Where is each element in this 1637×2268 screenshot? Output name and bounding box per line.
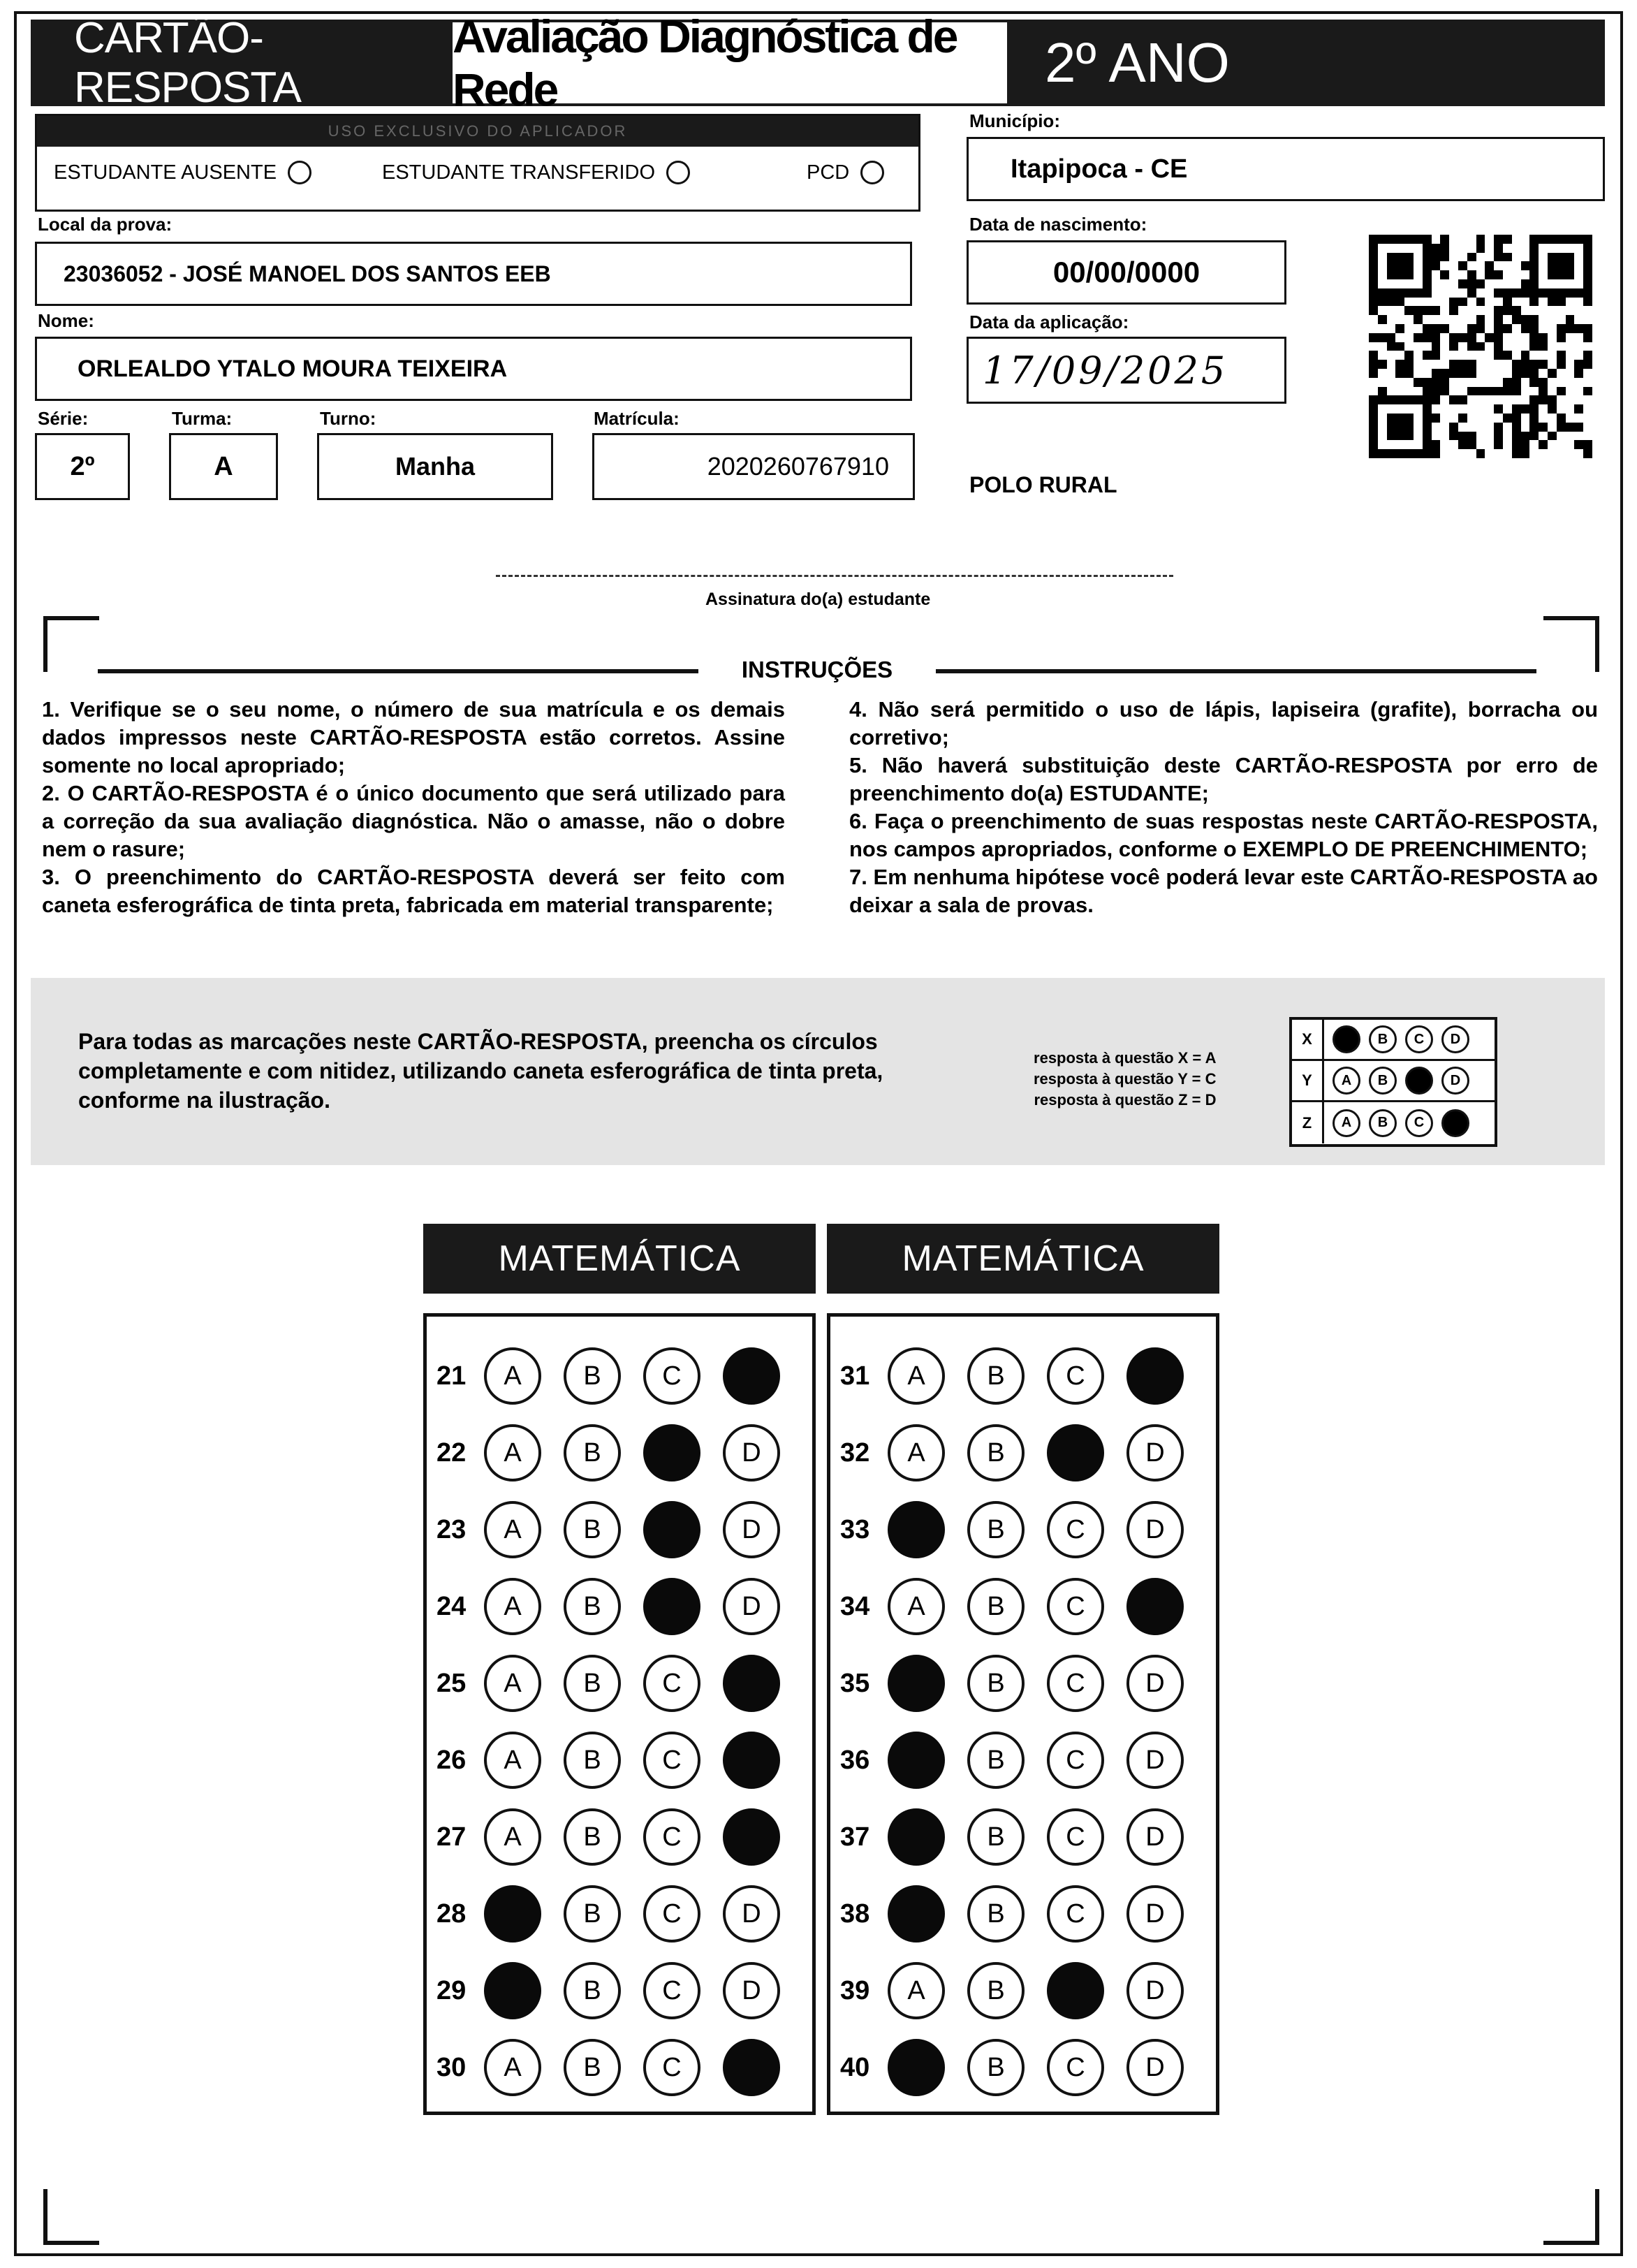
- status-box: [35, 114, 920, 212]
- answer-bubble-a[interactable]: [888, 2039, 945, 2096]
- answer-bubble-d[interactable]: [1126, 1578, 1184, 1635]
- answer-bubble-b[interactable]: B: [967, 1962, 1025, 2019]
- subject-header-1: MATEMÁTICA: [423, 1224, 816, 1294]
- answer-bubble-b[interactable]: B: [564, 1962, 621, 2019]
- answer-bubble-b[interactable]: B: [967, 1732, 1025, 1789]
- question-number: 40: [840, 2052, 870, 2082]
- answer-bubble-d[interactable]: [1126, 1347, 1184, 1405]
- aplicacao-label: Data da aplicação:: [969, 312, 1129, 332]
- answer-bubble-a[interactable]: [888, 1885, 945, 1943]
- example-row: [1292, 1061, 1495, 1102]
- answer-bubble-b[interactable]: B: [967, 1808, 1025, 1866]
- instruction-item: 6. Faça o preenchimento de suas respostas neste CARTÃO-RESPOSTA, nos campos apropriados, conforme o EXEMPLO DE PREENCHIMENTO;: [849, 809, 1598, 861]
- polo-label: POLO RURAL: [969, 472, 1117, 497]
- answer-bubble-d[interactable]: D: [1126, 1655, 1184, 1712]
- example-bubble: D: [1441, 1109, 1469, 1137]
- turma-field: A: [169, 433, 278, 500]
- answer-bubble-a[interactable]: A: [484, 1808, 541, 1866]
- answer-bubble-c[interactable]: [643, 1424, 700, 1481]
- answer-bubble-a[interactable]: A: [484, 1347, 541, 1405]
- answer-grid-2: [827, 1313, 1219, 2115]
- serie-label: Série:: [38, 408, 89, 429]
- status-bar: USO EXCLUSIVO DO APLICADOR: [37, 116, 918, 147]
- answer-bubble-d[interactable]: D: [1126, 1885, 1184, 1943]
- answer-bubble-a[interactable]: A: [484, 2039, 541, 2096]
- answer-bubble-d[interactable]: D: [1126, 1424, 1184, 1481]
- answer-bubble-c[interactable]: C: [1047, 1578, 1104, 1635]
- question-row: [436, 1498, 802, 1561]
- question-number: 32: [840, 1437, 870, 1468]
- question-row: [436, 1959, 802, 2022]
- answer-bubble-b[interactable]: B: [967, 2039, 1025, 2096]
- header-title: CARTÃO-RESPOSTA: [74, 14, 302, 112]
- question-number: 21: [436, 1361, 467, 1391]
- question-row: [436, 1806, 802, 1868]
- example-row: [1292, 1102, 1495, 1143]
- example-legend-item: resposta à questão Y = C: [1034, 1070, 1217, 1088]
- example-bubble: C: [1405, 1067, 1433, 1095]
- answer-bubble-d[interactable]: D: [1126, 2039, 1184, 2096]
- question-row: [840, 1729, 1206, 1792]
- answer-bubble-b[interactable]: B: [967, 1578, 1025, 1635]
- answer-bubble-a[interactable]: A: [484, 1501, 541, 1558]
- question-number: 26: [436, 1745, 467, 1775]
- absent-label: ESTUDANTE AUSENTE: [54, 161, 277, 184]
- answer-bubble-c[interactable]: C: [1047, 1347, 1104, 1405]
- nascimento-field: 00/00/0000: [967, 240, 1286, 305]
- example-legend-item: resposta à questão X = A: [1034, 1049, 1217, 1067]
- signature-line[interactable]: [496, 575, 1173, 577]
- turma-label: Turma:: [172, 408, 233, 429]
- answer-bubble-a[interactable]: A: [888, 1347, 945, 1405]
- question-row: [840, 1345, 1206, 1407]
- question-row: [436, 1652, 802, 1715]
- question-number: 22: [436, 1437, 467, 1468]
- example-bubble: B: [1369, 1025, 1397, 1053]
- answer-bubble-a[interactable]: A: [888, 1424, 945, 1481]
- pcd-label: PCD: [807, 161, 850, 184]
- instruction-item: 2. O CARTÃO-RESPOSTA é o único documento que será utilizado para a correção da sua avaliação diagnóstica. Não o amasse, não o dobre nem o rasure;: [42, 781, 785, 861]
- answer-bubble-d[interactable]: [723, 1808, 780, 1866]
- answer-bubble-a[interactable]: [888, 1501, 945, 1558]
- transferred-label: ESTUDANTE TRANSFERIDO: [382, 161, 656, 184]
- instruction-item: 5. Não haverá substituição deste CARTÃO-RESPOSTA por erro de preenchimento do(a) ESTUDANTE;: [849, 753, 1598, 805]
- example-text: Para todas as marcações neste CARTÃO-RESPOSTA, preencha os círculos completamente e com nitidez, utilizando caneta esferográfica de tinta preta, conforme na ilustração.: [78, 1029, 883, 1113]
- pcd-bubble[interactable]: [860, 161, 884, 184]
- answer-bubble-d[interactable]: [723, 1655, 780, 1712]
- answer-bubble-b[interactable]: B: [564, 1885, 621, 1943]
- answer-bubble-a[interactable]: [888, 1732, 945, 1789]
- answer-bubble-b[interactable]: B: [967, 1347, 1025, 1405]
- answer-bubble-c[interactable]: C: [1047, 2039, 1104, 2096]
- corner-mark-bottom-left: [43, 2189, 99, 2245]
- answer-bubble-b[interactable]: B: [967, 1655, 1025, 1712]
- question-number: 29: [436, 1975, 467, 2005]
- question-number: 31: [840, 1361, 870, 1391]
- answer-bubble-c[interactable]: C: [643, 1962, 700, 2019]
- answer-bubble-c[interactable]: C: [1047, 1885, 1104, 1943]
- answer-bubble-a[interactable]: [888, 1808, 945, 1866]
- answer-bubble-b[interactable]: B: [967, 1501, 1025, 1558]
- question-number: 30: [436, 2052, 467, 2082]
- signature-label: Assinatura do(a) estudante: [705, 590, 931, 609]
- answer-bubble-b[interactable]: B: [967, 1424, 1025, 1481]
- example-bubble: A: [1333, 1109, 1360, 1137]
- answer-grid-1: [423, 1313, 816, 2115]
- exam-title: Avaliação Diagnóstica de Rede: [450, 20, 1010, 106]
- example-bubble: D: [1441, 1025, 1469, 1053]
- subject-header-2: MATEMÁTICA: [827, 1224, 1219, 1294]
- answer-bubble-c[interactable]: [1047, 1962, 1104, 2019]
- question-number: 23: [436, 1514, 467, 1544]
- example-bubble: B: [1369, 1067, 1397, 1095]
- answer-bubble-d[interactable]: D: [1126, 1501, 1184, 1558]
- answer-bubble-d[interactable]: D: [723, 1501, 780, 1558]
- answer-bubble-a[interactable]: A: [484, 1578, 541, 1635]
- question-number: 27: [436, 1822, 467, 1852]
- answer-bubble-d[interactable]: [723, 2039, 780, 2096]
- question-number: 34: [840, 1591, 870, 1621]
- answer-bubble-b[interactable]: B: [967, 1885, 1025, 1943]
- answer-bubble-a[interactable]: A: [484, 1732, 541, 1789]
- corner-mark-top-left: [43, 616, 99, 672]
- qr-code: [1369, 235, 1592, 458]
- answer-bubble-d[interactable]: D: [723, 1578, 780, 1635]
- question-number: 36: [840, 1745, 870, 1775]
- serie-field: 2º: [35, 433, 130, 500]
- turno-label: Turno:: [320, 408, 376, 429]
- answer-bubble-c[interactable]: [643, 1578, 700, 1635]
- answer-bubble-a[interactable]: [888, 1655, 945, 1712]
- answer-bubble-d[interactable]: [723, 1732, 780, 1789]
- aplicacao-field: 17/09/2025: [967, 337, 1286, 404]
- corner-mark-top-right: [1543, 616, 1599, 672]
- transferred-bubble[interactable]: [666, 161, 690, 184]
- answer-bubble-b[interactable]: B: [564, 1501, 621, 1558]
- question-row: [840, 1421, 1206, 1484]
- answer-bubble-d[interactable]: D: [1126, 1808, 1184, 1866]
- example-legend: [1034, 1048, 1216, 1111]
- answer-bubble-d[interactable]: D: [1126, 1962, 1184, 2019]
- answer-bubble-d[interactable]: D: [1126, 1732, 1184, 1789]
- question-row: [436, 1882, 802, 1945]
- example-bubble: C: [1405, 1109, 1433, 1137]
- question-number: 24: [436, 1591, 467, 1621]
- answer-bubble-c[interactable]: C: [643, 2039, 700, 2096]
- answer-bubble-b[interactable]: B: [564, 1655, 621, 1712]
- answer-bubble-b[interactable]: B: [564, 1732, 621, 1789]
- question-row: [436, 1421, 802, 1484]
- example-row-key: X: [1292, 1020, 1324, 1059]
- nome-field: ORLEALDO YTALO MOURA TEIXEIRA: [35, 337, 912, 401]
- answer-bubble-c[interactable]: C: [1047, 1501, 1104, 1558]
- answer-bubble-d[interactable]: [723, 1347, 780, 1405]
- pcd-option[interactable]: [807, 161, 884, 184]
- instructions-title: INSTRUÇÕES: [698, 657, 936, 683]
- answer-bubble-c[interactable]: [1047, 1424, 1104, 1481]
- grade-label: 2º ANO: [1045, 31, 1230, 94]
- question-row: [840, 1652, 1206, 1715]
- instruction-item: 3. O preenchimento do CARTÃO-RESPOSTA deverá ser feito com caneta esferográfica de tinta preta, fabricada em material transparente;: [42, 865, 785, 917]
- municipio-field: Itapipoca - CE: [967, 137, 1605, 201]
- answer-bubble-c[interactable]: C: [1047, 1732, 1104, 1789]
- municipio-label: Município:: [969, 110, 1060, 131]
- local-field: 23036052 - JOSÉ MANOEL DOS SANTOS EEB: [35, 242, 912, 306]
- instructions-right-column: [849, 696, 1598, 919]
- example-row-key: Y: [1292, 1061, 1324, 1100]
- answer-bubble-d[interactable]: D: [723, 1885, 780, 1943]
- example-bubble: D: [1441, 1067, 1469, 1095]
- instruction-item: 7. Em nenhuma hipótese você poderá levar este CARTÃO-RESPOSTA ao deixar a sala de provas.: [849, 865, 1598, 917]
- answer-bubble-b[interactable]: B: [564, 2039, 621, 2096]
- question-number: 38: [840, 1898, 870, 1929]
- answer-bubble-a[interactable]: A: [888, 1962, 945, 2019]
- instruction-item: 1. Verifique se o seu nome, o número de sua matrícula e os demais dados impressos neste CARTÃO-RESPOSTA estão corretos. Assine somente no local apropriado;: [42, 697, 785, 777]
- answer-bubble-c[interactable]: C: [643, 1808, 700, 1866]
- question-row: [436, 2036, 802, 2099]
- local-label: Local da prova:: [38, 214, 172, 235]
- answer-bubble-b[interactable]: B: [564, 1578, 621, 1635]
- question-row: [840, 1498, 1206, 1561]
- example-row-key: Z: [1292, 1102, 1324, 1143]
- answer-bubble-c[interactable]: C: [643, 1347, 700, 1405]
- question-number: 28: [436, 1898, 467, 1929]
- answer-bubble-c[interactable]: C: [1047, 1808, 1104, 1866]
- question-row: [840, 1959, 1206, 2022]
- instruction-item: 4. Não será permitido o uso de lápis, lapiseira (grafite), borracha ou corretivo;: [849, 697, 1598, 749]
- answer-bubble-c[interactable]: [643, 1501, 700, 1558]
- answer-bubble-a[interactable]: [484, 1962, 541, 2019]
- absent-option[interactable]: [54, 161, 311, 184]
- example-legend-item: resposta à questão Z = D: [1034, 1091, 1217, 1109]
- example-bubble: A: [1333, 1025, 1360, 1053]
- answer-bubble-b[interactable]: B: [564, 1808, 621, 1866]
- question-number: 35: [840, 1668, 870, 1698]
- answer-bubble-c[interactable]: C: [643, 1885, 700, 1943]
- question-number: 39: [840, 1975, 870, 2005]
- answer-bubble-a[interactable]: [484, 1885, 541, 1943]
- turno-field: Manha: [317, 433, 553, 500]
- question-row: [436, 1729, 802, 1792]
- nascimento-label: Data de nascimento:: [969, 214, 1147, 235]
- answer-bubble-d[interactable]: D: [723, 1962, 780, 2019]
- question-row: [436, 1575, 802, 1638]
- absent-bubble[interactable]: [288, 161, 311, 184]
- matricula-field: 2020260767910: [592, 433, 915, 500]
- question-number: 37: [840, 1822, 870, 1852]
- answer-bubble-c[interactable]: C: [1047, 1655, 1104, 1712]
- question-number: 25: [436, 1668, 467, 1698]
- example-bubble: B: [1369, 1109, 1397, 1137]
- answer-bubble-c[interactable]: C: [643, 1732, 700, 1789]
- answer-bubble-a[interactable]: A: [484, 1424, 541, 1481]
- question-row: [840, 2036, 1206, 2099]
- answer-bubble-a[interactable]: A: [888, 1578, 945, 1635]
- answer-bubble-d[interactable]: D: [723, 1424, 780, 1481]
- example-bubble: A: [1333, 1067, 1360, 1095]
- matricula-label: Matrícula:: [594, 408, 680, 429]
- corner-mark-bottom-right: [1543, 2189, 1599, 2245]
- example-row: [1292, 1020, 1495, 1061]
- answer-bubble-c[interactable]: C: [643, 1655, 700, 1712]
- question-row: [840, 1806, 1206, 1868]
- question-row: [436, 1345, 802, 1407]
- question-number: 33: [840, 1514, 870, 1544]
- answer-bubble-a[interactable]: A: [484, 1655, 541, 1712]
- question-row: [840, 1882, 1206, 1945]
- answer-bubble-b[interactable]: B: [564, 1347, 621, 1405]
- transferred-option[interactable]: [382, 161, 690, 184]
- instructions-left-column: [42, 696, 785, 919]
- question-row: [840, 1575, 1206, 1638]
- answer-bubble-b[interactable]: B: [564, 1424, 621, 1481]
- example-grid: [1289, 1017, 1497, 1147]
- nome-label: Nome:: [38, 310, 94, 331]
- example-bubble: C: [1405, 1025, 1433, 1053]
